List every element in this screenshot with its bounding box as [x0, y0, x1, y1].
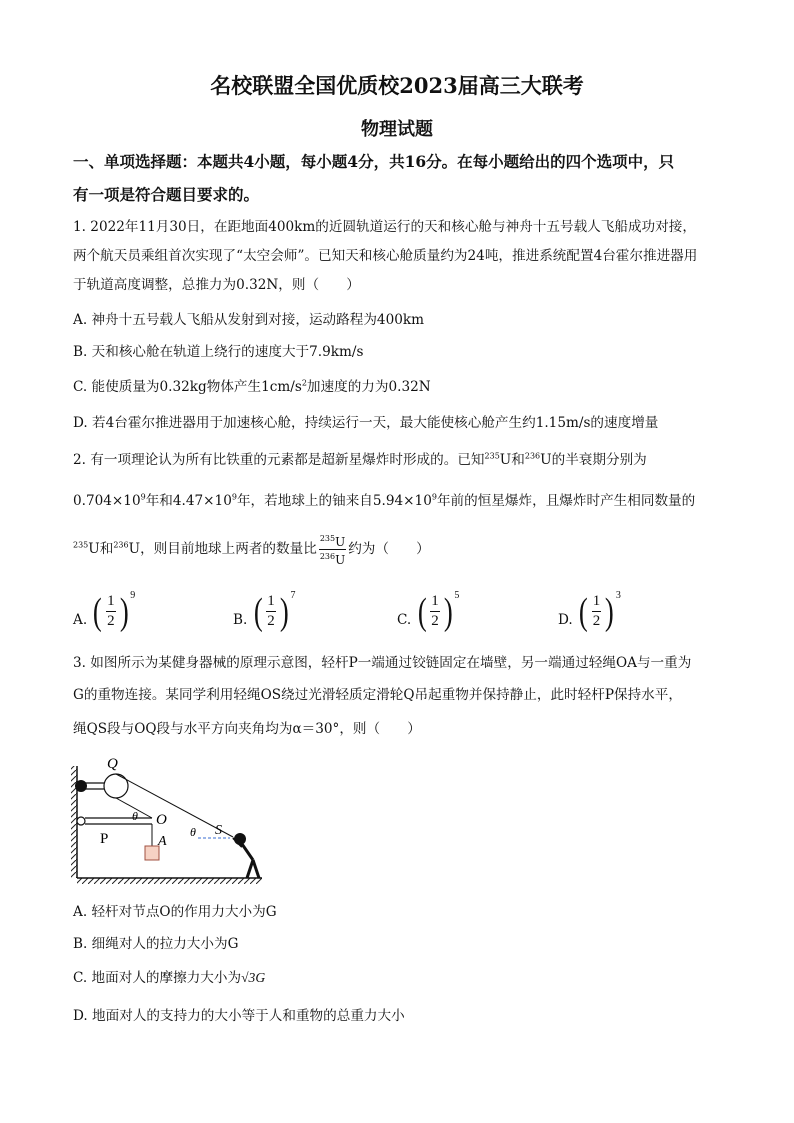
q3-option-a: A. 轻杆对节点O的作用力大小为G — [73, 904, 277, 920]
q1-option-d: D. 若4台霍尔推进器用于加速核心舱，持续运行一天，最大能使核心舱产生约1.15m/s的速度增量 — [73, 415, 659, 431]
q3-stem-line3: 绳QS段与OQ段与水平方向夹角均为α＝30°，则（ ） — [73, 721, 421, 737]
q1-stem-line2: 两个航天员乘组首次实现了“太空会师”。已知天和核心舱质量约为24吨，推进系统配置4台霍尔推进器用 — [73, 248, 698, 264]
label-q: Q — [107, 756, 118, 772]
q3-stem-line1: 3. 如图所示为某健身器械的原理示意图，轻杆P一端通过铰链固定在墙壁，另一端通过轻绳OA与一重为 — [73, 655, 692, 671]
q3-diagram — [70, 752, 270, 887]
ratio-fraction: $\frac{^{235}U}{^{236}U}$ — [319, 534, 346, 567]
label-s: S — [215, 823, 222, 838]
label-o: O — [156, 812, 167, 828]
q1-option-b: B. 天和核心舱在轨道上绕行的速度大于7.9km/s — [73, 344, 364, 360]
pulley-q — [104, 774, 128, 798]
q2-stem-line2: $0.704\times 10^9$年和$4.47\times 10^9$年，若地球上的铀来自$5.94\times 10^9$年前的恒星爆炸，且爆炸时产生相同数量的 — [73, 492, 696, 509]
page-title: 名校联盟全国优质校2023届高三大联考 — [210, 73, 584, 98]
q3-option-b: B. 细绳对人的拉力大小为G — [73, 936, 239, 952]
q2-stem-line1: 2. 有一项理论认为所有比铁重的元素都是超新星爆炸时形成的。已知$^{235}$U和$^{236}$U的半衰期分别为 — [73, 451, 647, 468]
q1-option-a: A. 神舟十五号载人飞船从发射到对接，运动路程为400km — [73, 312, 424, 328]
q1-stem-line3: 于轨道高度调整，总推力为0.32N，则（ ） — [73, 277, 360, 293]
q2-option-d: D. ( $\frac{1}{2}$ ) $^3$ — [558, 590, 621, 633]
page-subtitle: 物理试题 — [361, 119, 433, 140]
label-a: A — [158, 834, 167, 849]
q3-option-c: C. 地面对人的摩擦力大小为√3G — [73, 970, 266, 986]
weight-a — [145, 846, 159, 860]
q2-stem-line3: $^{235}$U和$^{236}$U，则目前地球上两者的数量比 $\frac{^{235}U}{^{236}U}$ 约为（ ） — [73, 534, 430, 567]
ground-hatch — [77, 878, 262, 884]
label-p: P — [100, 831, 109, 847]
person-head — [234, 833, 246, 845]
q1-stem-line1: 1. 2022年11月30日，在距地面400km的近圆轨道运行的天和核心舱与神舟十五号载人飞船成功对接， — [73, 219, 696, 235]
q3-stem-line2: G的重物连接。某同学利用轻绳OS绕过光滑轻质定滑轮Q吊起重物并保持静止，此时轻杆P保持水平， — [73, 687, 682, 703]
q3-option-d: D. 地面对人的支持力的大小等于人和重物的总重力大小 — [73, 1008, 405, 1024]
section-heading-line2: 有一项是符合题目要求的。 — [73, 185, 260, 204]
q1-option-c: C. 能使质量为0.32kg物体产生$1cm/s^2$加速度的力为0.32N — [73, 378, 431, 395]
pulley-mount — [75, 780, 87, 792]
person-body — [253, 860, 259, 878]
q2-option-a: A. ( $\frac{1}{2}$ ) $^9$ — [73, 590, 136, 633]
label-theta-top: θ — [132, 809, 138, 823]
q2-option-c: C. ( $\frac{1}{2}$ ) $^5$ — [397, 590, 460, 633]
hinge — [77, 817, 85, 825]
q2-option-b: B. ( $\frac{1}{2}$ ) $^7$ — [233, 590, 296, 633]
label-theta-s: θ — [190, 825, 196, 839]
section-heading-line1: 一、单项选择题：本题共4小题，每小题4分，共16分。在每小题给出的四个选项中，只 — [73, 152, 675, 171]
